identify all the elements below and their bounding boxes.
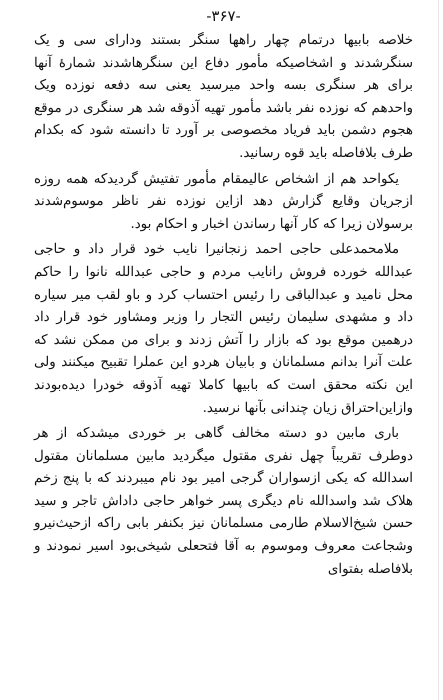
paragraph-2: یکواحد هم از اشخاص عالیمقام مأمور تفتیش گردیدکه همه روزه ازجریان وقایع گزارش دهد ازاین نوزده نفر ناظر موسوم‌شدند برسولان زیرا که کار آنها رساندن اخبار و احکام بود.: [34, 171, 413, 232]
paragraph-1: خلاصه بابیها درتمام چهار راهها سنگر بستند ودارای سی و یک سنگرشدند و اشخاصیکه مأمور دفاع این سنگرهاشدند شمارهٔ آنها برای هر سنگری بسه واحد میرسید یعنی سه دفعه نوزده ویک واحدهم که نوزده نفر باشد مأمور تهیه آذوقه شد هر سنگری در موقع هجوم دشمن باید فریاد مخصوصی بر آورد تا دانسته شود که بکدام طرف بلافاصله باید قوه رسانید.: [34, 33, 413, 161]
page-number: -۳۶۷-: [206, 7, 241, 25]
page-edge-line: [438, 0, 439, 700]
paragraph-3: ملامحمدعلی حاجی احمد زنجانیرا نایب خود قرار داد و حاجی عبدالله خورده فروش رانایب مردم و حاجی عبدالله نانوا را حاکم محل نامید و عبدالباقی را رئیس احتساب کرد و باو لقب میر سیاره داد و مشهدی سلیمان رئیس التجار را وزیر ومشاور خود قرار داد درهمین موقع بود که بازار را آتش زدند و برای من ممکن نشد که علت آنرا بدانم مسلمانان و بابیان هردو این عملرا تقبیح میکنند ولی این نکته محقق است که بابیها کاملا تهیه آذوقه خودرا دیده‌بودند وازاین‌احتراق زیان چندانی بآنها نرسید.: [34, 242, 413, 416]
body-text: [34, 30, 413, 581]
paragraph-4: باری مابین دو دسته مخالف گاهی بر خوردی میشدکه از هر دوطرف تقریباً چهل نفری مقتول میگردید مابین مسلمانان مقتول اسدالله که یکی ازسواران گرجی امیر بود نام میبردند که با پنج زخم هلاک شد واسدالله نام دیگری پسر خواهر حاجی داداش تاجر و سید حسن شیخ‌الاسلام طارمی مسلمانان نیز بکنفر بابی راکه ازحیث‌نیرو وشجاعت معروف وموسوم به آقا فتحعلی شیخی‌بود اسیر نمودند و بلافاصله بفتوای: [34, 426, 413, 577]
